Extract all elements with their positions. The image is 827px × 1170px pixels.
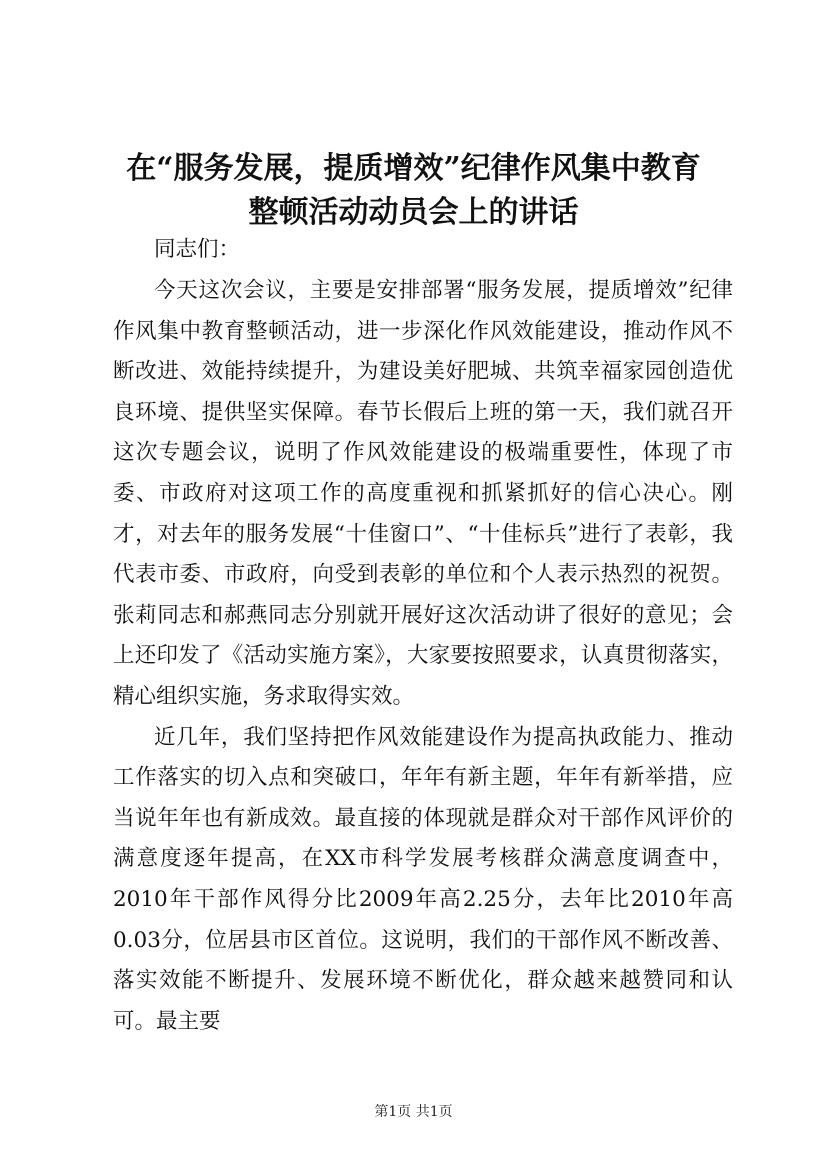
paragraph-1: 今天这次会议，主要是安排部署“服务发展，提质增效”纪律作风集中教育整顿活动，进一步深化作风效能建设，推动作风不断改进、效能持续提升，为建设美好肥城、共筑幸福家园创造优良环境、提供坚实保障。春节长假后上班的第一天，我们就召开这次专题会议，说明了作风效能建设的极端重要性，体现了市委、市政府对这项工作的高度重视和抓紧抓好的信心决心。刚才，对去年的服务发展“十佳窗口”、“十佳标兵”进行了表彰，我代表市委、市政府，向受到表彰的单位和个人表示热烈的祝贺。张莉同志和郝燕同志分别就开展好这次活动讲了很好的意见；会上还印发了《活动实施方案》，大家要按照要求，认真贯彻落实，精心组织实施，务求取得实效。: [113, 278, 733, 709]
document-title-line-2: 整顿活动动员会上的讲话: [248, 195, 579, 230]
document-body: [113, 271, 733, 1042]
page-footer: 第1页 共1页: [374, 1104, 453, 1120]
salutation: 同志们：: [154, 237, 241, 262]
paragraph-2: 近几年，我们坚持把作风效能建设作为提高执政能力、推动工作落实的切入点和突破口，年年有新主题，年年有新举措，应当说年年也有新成效。最直接的体现就是群众对干部作风评价的满意度逐年提高，在XX市科学发展考核群众满意度调查中，2010年干部作风得分比2009年高2.25分，去年比2010年高0.03分，位居县市区首位。这说明，我们的干部作风不断改善、落实效能不断提升、发展环境不断优化，群众越来越赞同和认可。最主要: [113, 724, 733, 1034]
document-title-line-1: 在“服务发展，提质增效”纪律作风集中教育: [126, 151, 701, 186]
